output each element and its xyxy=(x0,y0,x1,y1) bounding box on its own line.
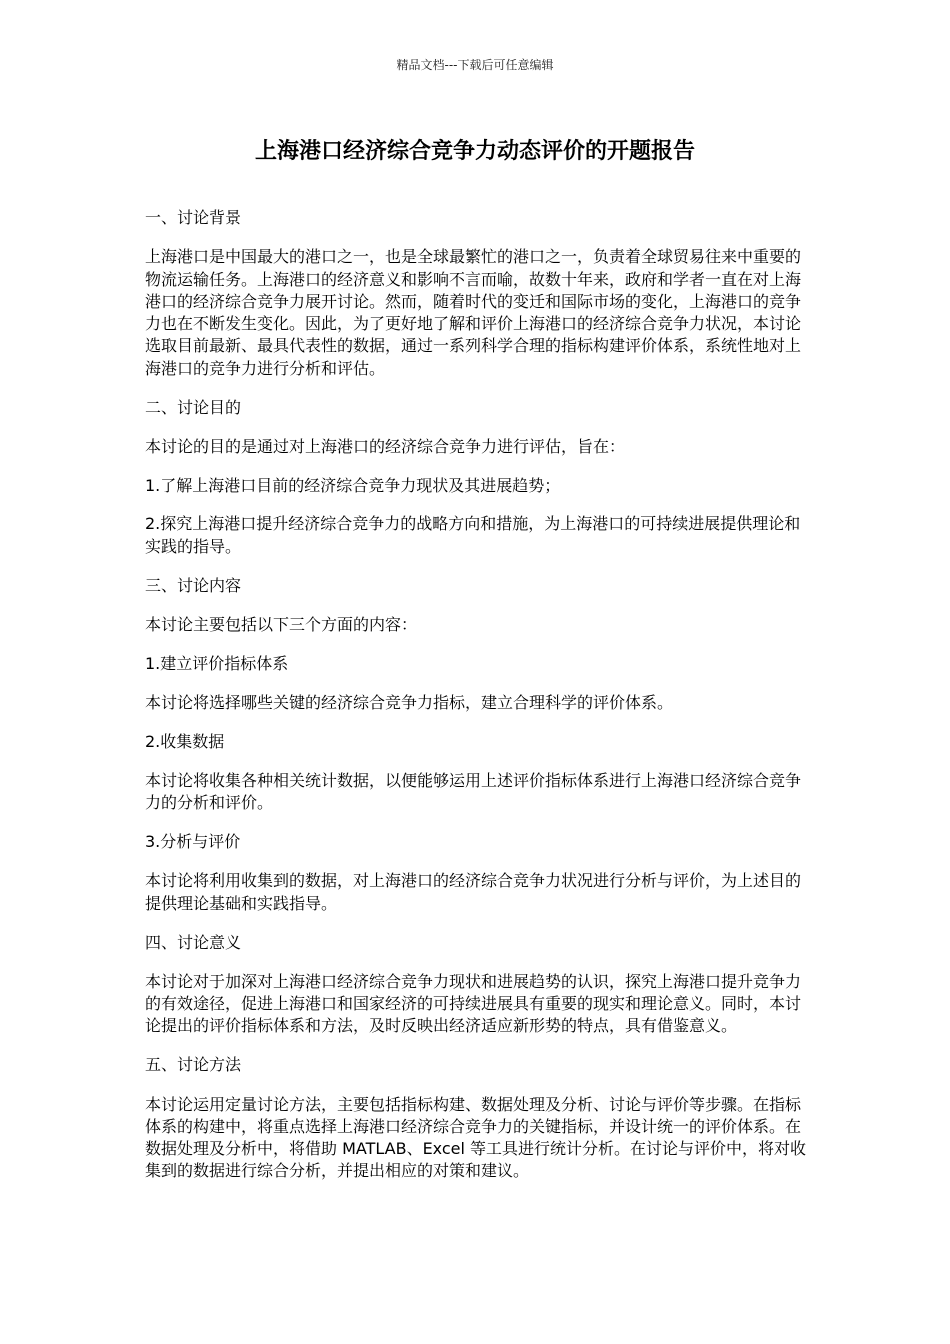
paragraph-content-intro: 本讨论主要包括以下三个方面的内容： xyxy=(145,614,418,634)
document-title: 上海港口经济综合竞争力动态评价的开题报告 xyxy=(254,139,695,164)
paragraph-significance: 本讨论对于加深对上海港口经济综合竞争力现状和进展趋势的认识，探究上海港口提升竞争力的有效途径，促进上海港口和国家经济的可持续进展具有重要的现实和理论意义。同时，本讨论提出的评价指标体系和方法，及时反映出经济适应新形势的特点，具有借鉴意义。 xyxy=(145,971,802,1036)
paragraph-data-collection: 本讨论将收集各种相关统计数据，以便能够运用上述评价指标体系进行上海港口经济综合竞争力的分析和评价。 xyxy=(145,771,802,813)
section-heading-content: 三、讨论内容 xyxy=(145,575,242,595)
header-note: 精品文档---下载后可任意编辑 xyxy=(396,58,554,72)
section-heading-purpose: 二、讨论目的 xyxy=(145,397,242,417)
subheading-data-collection: 2.收集数据 xyxy=(145,731,225,751)
paragraph-background: 上海港口是中国最大的港口之一，也是全球最繁忙的港口之一，负责着全球贸易往来中重要的物流运输任务。上海港口的经济意义和影响不言而喻，故数十年来，政府和学者一直在对上海港口的经济综合竞争力展开讨论。然而，随着时代的变迁和国际市场的变化，上海港口的竞争力也在不断发生变化。因此，为了更好地了解和评价上海港口的经济综合竞争力状况，本讨论选取目前最新、最具代表性的数据，通过一系列科学合理的指标构建评价体系，系统性地对上海港口的竞争力进行分析和评估。 xyxy=(145,247,802,378)
subheading-analysis: 3.分析与评价 xyxy=(145,832,241,852)
paragraph-purpose-item-2: 2.探究上海港口提升经济综合竞争力的战略方向和措施，为上海港口的可持续进展提供理论和实践的指导。 xyxy=(145,514,801,556)
paragraph-analysis: 本讨论将利用收集到的数据，对上海港口的经济综合竞争力状况进行分析与评价，为上述目的提供理论基础和实践指导。 xyxy=(145,871,802,913)
subheading-indicator-system: 1.建立评价指标体系 xyxy=(145,653,289,673)
section-heading-significance: 四、讨论意义 xyxy=(145,932,242,952)
paragraph-indicator-system: 本讨论将选择哪些关键的经济综合竞争力指标，建立合理科学的评价体系。 xyxy=(145,692,674,712)
paragraph-method: 本讨论运用定量讨论方法，主要包括指标构建、数据处理及分析、讨论与评价等步骤。在指标体系的构建中，将重点选择上海港口经济综合竞争力的关键指标，并设计统一的评价体系。在数据处理及分析中，将借助 MATLAB、Excel 等工具进行统计分析。在讨论与评价中，将对收集到的数据进行综合分析，并提出相应的对策和建议。 xyxy=(145,1094,807,1181)
section-heading-background: 一、讨论背景 xyxy=(145,208,242,227)
paragraph-purpose-item-1: 1.了解上海港口目前的经济综合竞争力现状及其进展趋势； xyxy=(145,475,561,495)
paragraph-purpose-intro: 本讨论的目的是通过对上海港口的经济综合竞争力进行评估，旨在： xyxy=(145,436,626,456)
document-body xyxy=(145,207,810,1199)
section-heading-method: 五、讨论方法 xyxy=(145,1055,242,1075)
